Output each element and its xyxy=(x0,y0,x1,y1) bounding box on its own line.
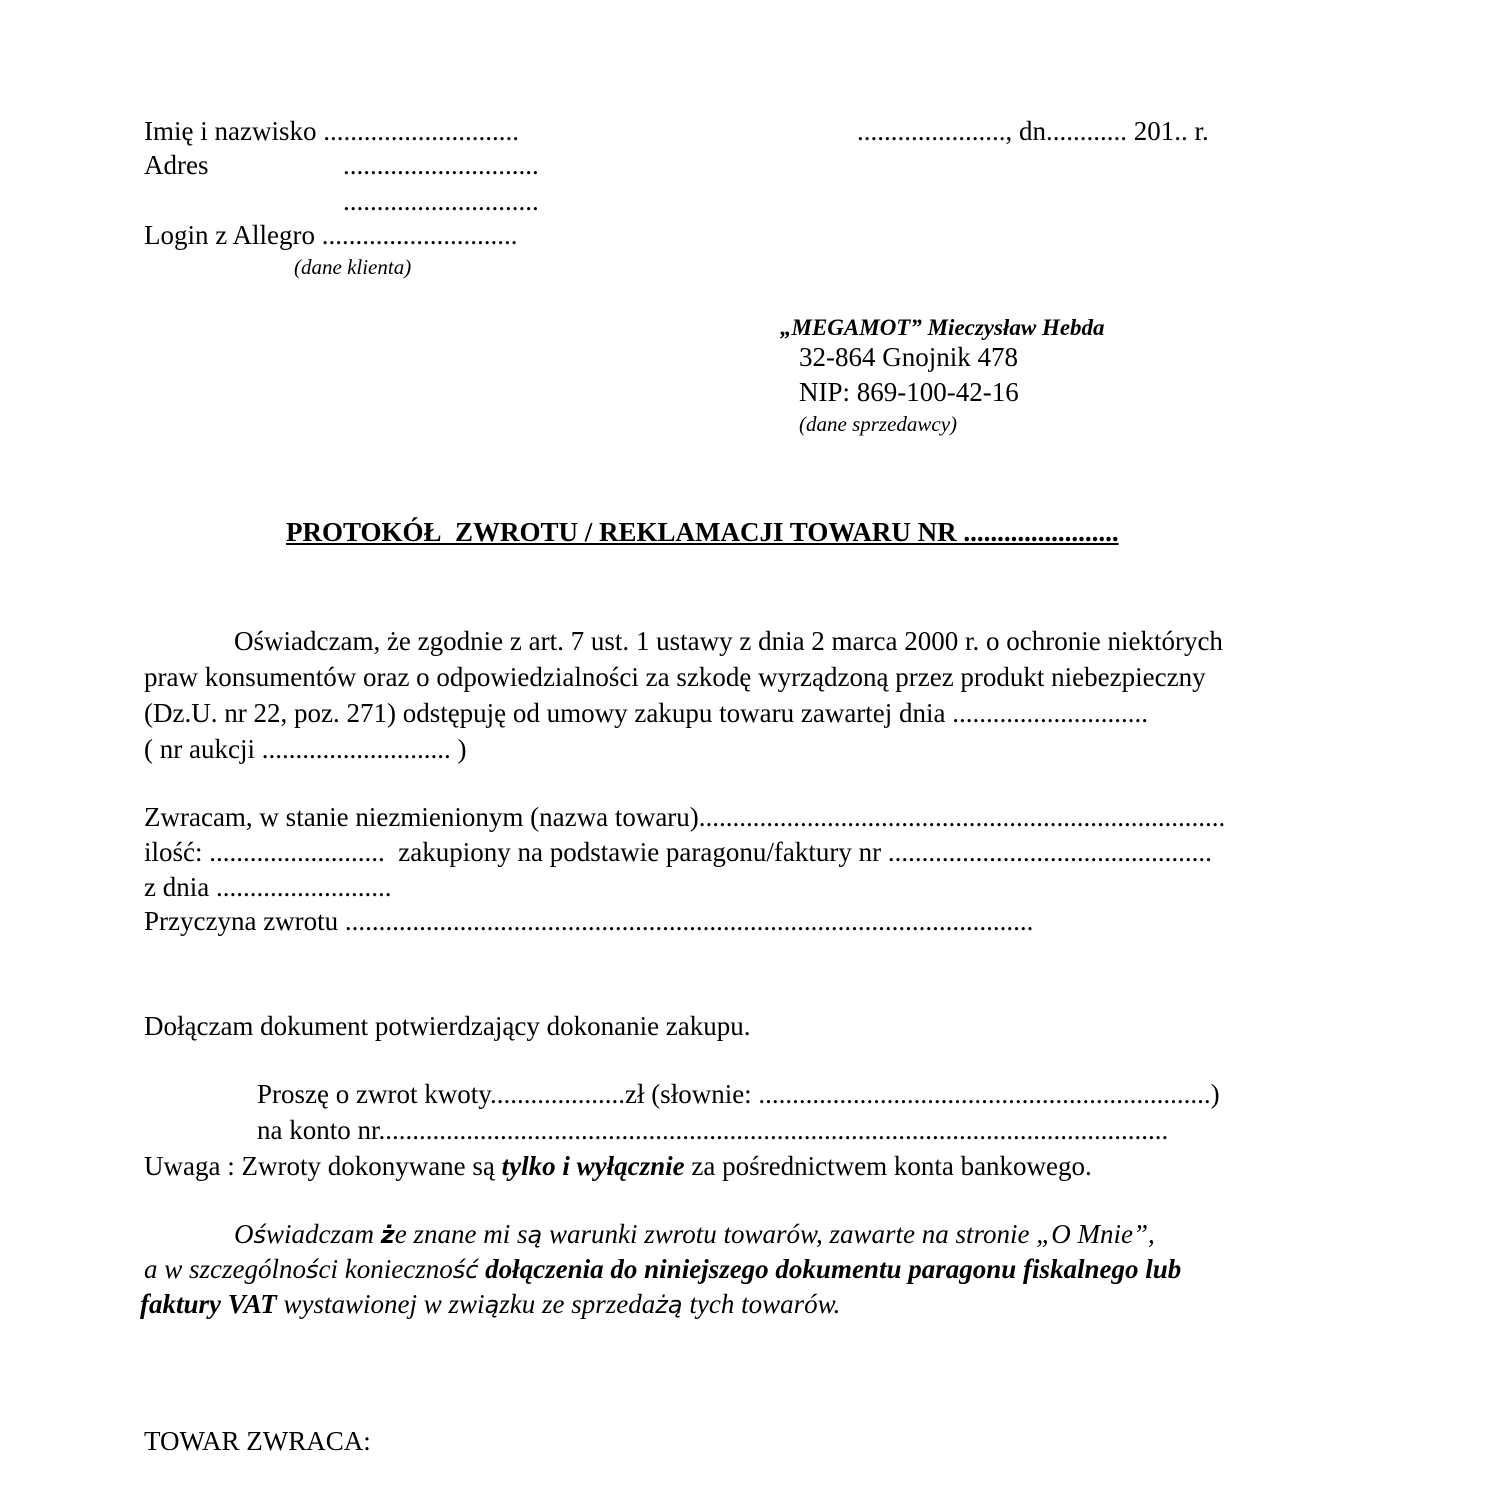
seller-caption: (dane sprzedawcy) xyxy=(799,412,958,436)
statement-line-3: (Dz.U. nr 22, poz. 271) odstępuję od umowy zakupu towaru zawartej dnia ............................. xyxy=(144,698,1149,728)
refund-amount-line: Proszę o zwrot kwoty....................zł (słownie: ...................................................................) xyxy=(257,1079,1220,1109)
statement-line-2: praw konsumentów oraz o odpowiedzialności za szkodę wyrządzoną przez produkt niebezpieczny xyxy=(144,662,1206,692)
decl-text: ą xyxy=(527,1221,543,1249)
decl-text: ż xyxy=(380,1221,395,1249)
bank-account-line: na konto nr..................................................................................................................... xyxy=(257,1115,1169,1145)
statement-line-4: ( nr aukcji ............................ ) xyxy=(144,734,467,764)
address-label: Adres xyxy=(144,150,209,180)
address-dots-2: ............................. xyxy=(343,186,539,216)
decl-text: e znane mi s xyxy=(394,1219,528,1249)
signature-label: TOWAR ZWRACA: xyxy=(144,1426,371,1456)
decl-text: ś xyxy=(306,1256,319,1284)
decl-text: ci konieczno xyxy=(318,1254,453,1284)
decl-text: ść xyxy=(452,1256,479,1284)
login-line: Login z Allegro ............................. xyxy=(144,220,518,250)
seller-name: „MEGAMOT” Mieczysław Hebda xyxy=(780,315,1105,340)
client-caption: (dane klienta) xyxy=(294,255,412,279)
decl-text: wiadczam xyxy=(266,1219,381,1249)
statement-line-1: Oświadczam, że zgodnie z art. 7 ust. 1 ustawy z dnia 2 marca 2000 r. o ochronie niektórych xyxy=(234,626,1223,656)
decl-text: O xyxy=(234,1219,254,1249)
declaration-line-3 xyxy=(140,1288,840,1321)
decl-text: ś xyxy=(253,1221,267,1249)
decl-text: żą xyxy=(655,1291,683,1319)
decl-text: faktury VAT xyxy=(140,1289,277,1319)
decl-text: zku ze sprzeda xyxy=(499,1289,656,1319)
client-name-line: Imię i nazwisko ............................. xyxy=(144,116,519,146)
refund-note-prefix: Uwaga : Zwroty dokonywane są xyxy=(144,1151,502,1181)
place-date-line: ......................, dn............ 201.. r. xyxy=(857,116,1209,146)
seller-address: 32-864 Gnojnik 478 xyxy=(799,342,1018,372)
decl-text: a w szczególno xyxy=(144,1254,306,1284)
decl-text: tych towarów. xyxy=(682,1289,841,1319)
seller-nip: NIP: 869-100-42-16 xyxy=(799,377,1019,407)
declaration-line-2 xyxy=(144,1253,1181,1286)
refund-note xyxy=(144,1150,1092,1182)
return-reason-line: Przyczyna zwrotu ...................................................................................................... xyxy=(144,906,1034,936)
declaration-line-1 xyxy=(234,1218,1155,1251)
refund-note-suffix: za pośrednictwem konta bankowego. xyxy=(684,1151,1092,1181)
decl-text: wystawionej w zwi xyxy=(276,1289,485,1319)
address-dots-1: ............................. xyxy=(343,150,539,180)
decl-text: dołączenia do niniejszego dokumentu paragonu fiskalnego lub xyxy=(478,1254,1182,1284)
attachment-line: Dołączam dokument potwierdzający dokonanie zakupu. xyxy=(144,1011,751,1041)
decl-text: ą xyxy=(484,1291,500,1319)
refund-note-emphasis: tylko i wyłącznie xyxy=(501,1151,685,1181)
decl-text: warunki zwrotu towarów, zawarte na stronie „O Mnie”, xyxy=(542,1219,1155,1249)
product-name-line: Zwracam, w stanie niezmienionym (nazwa towaru).............................................................................. xyxy=(144,802,1226,832)
page-title: PROTOKÓŁ ZWROTU / REKLAMACJI TOWARU NR ....................... xyxy=(286,517,1119,547)
quantity-invoice-line: ilość: .......................... zakupiony na podstawie paragonu/faktury nr ................................................ xyxy=(144,837,1212,867)
purchase-date-line: z dnia .......................... xyxy=(144,872,392,902)
